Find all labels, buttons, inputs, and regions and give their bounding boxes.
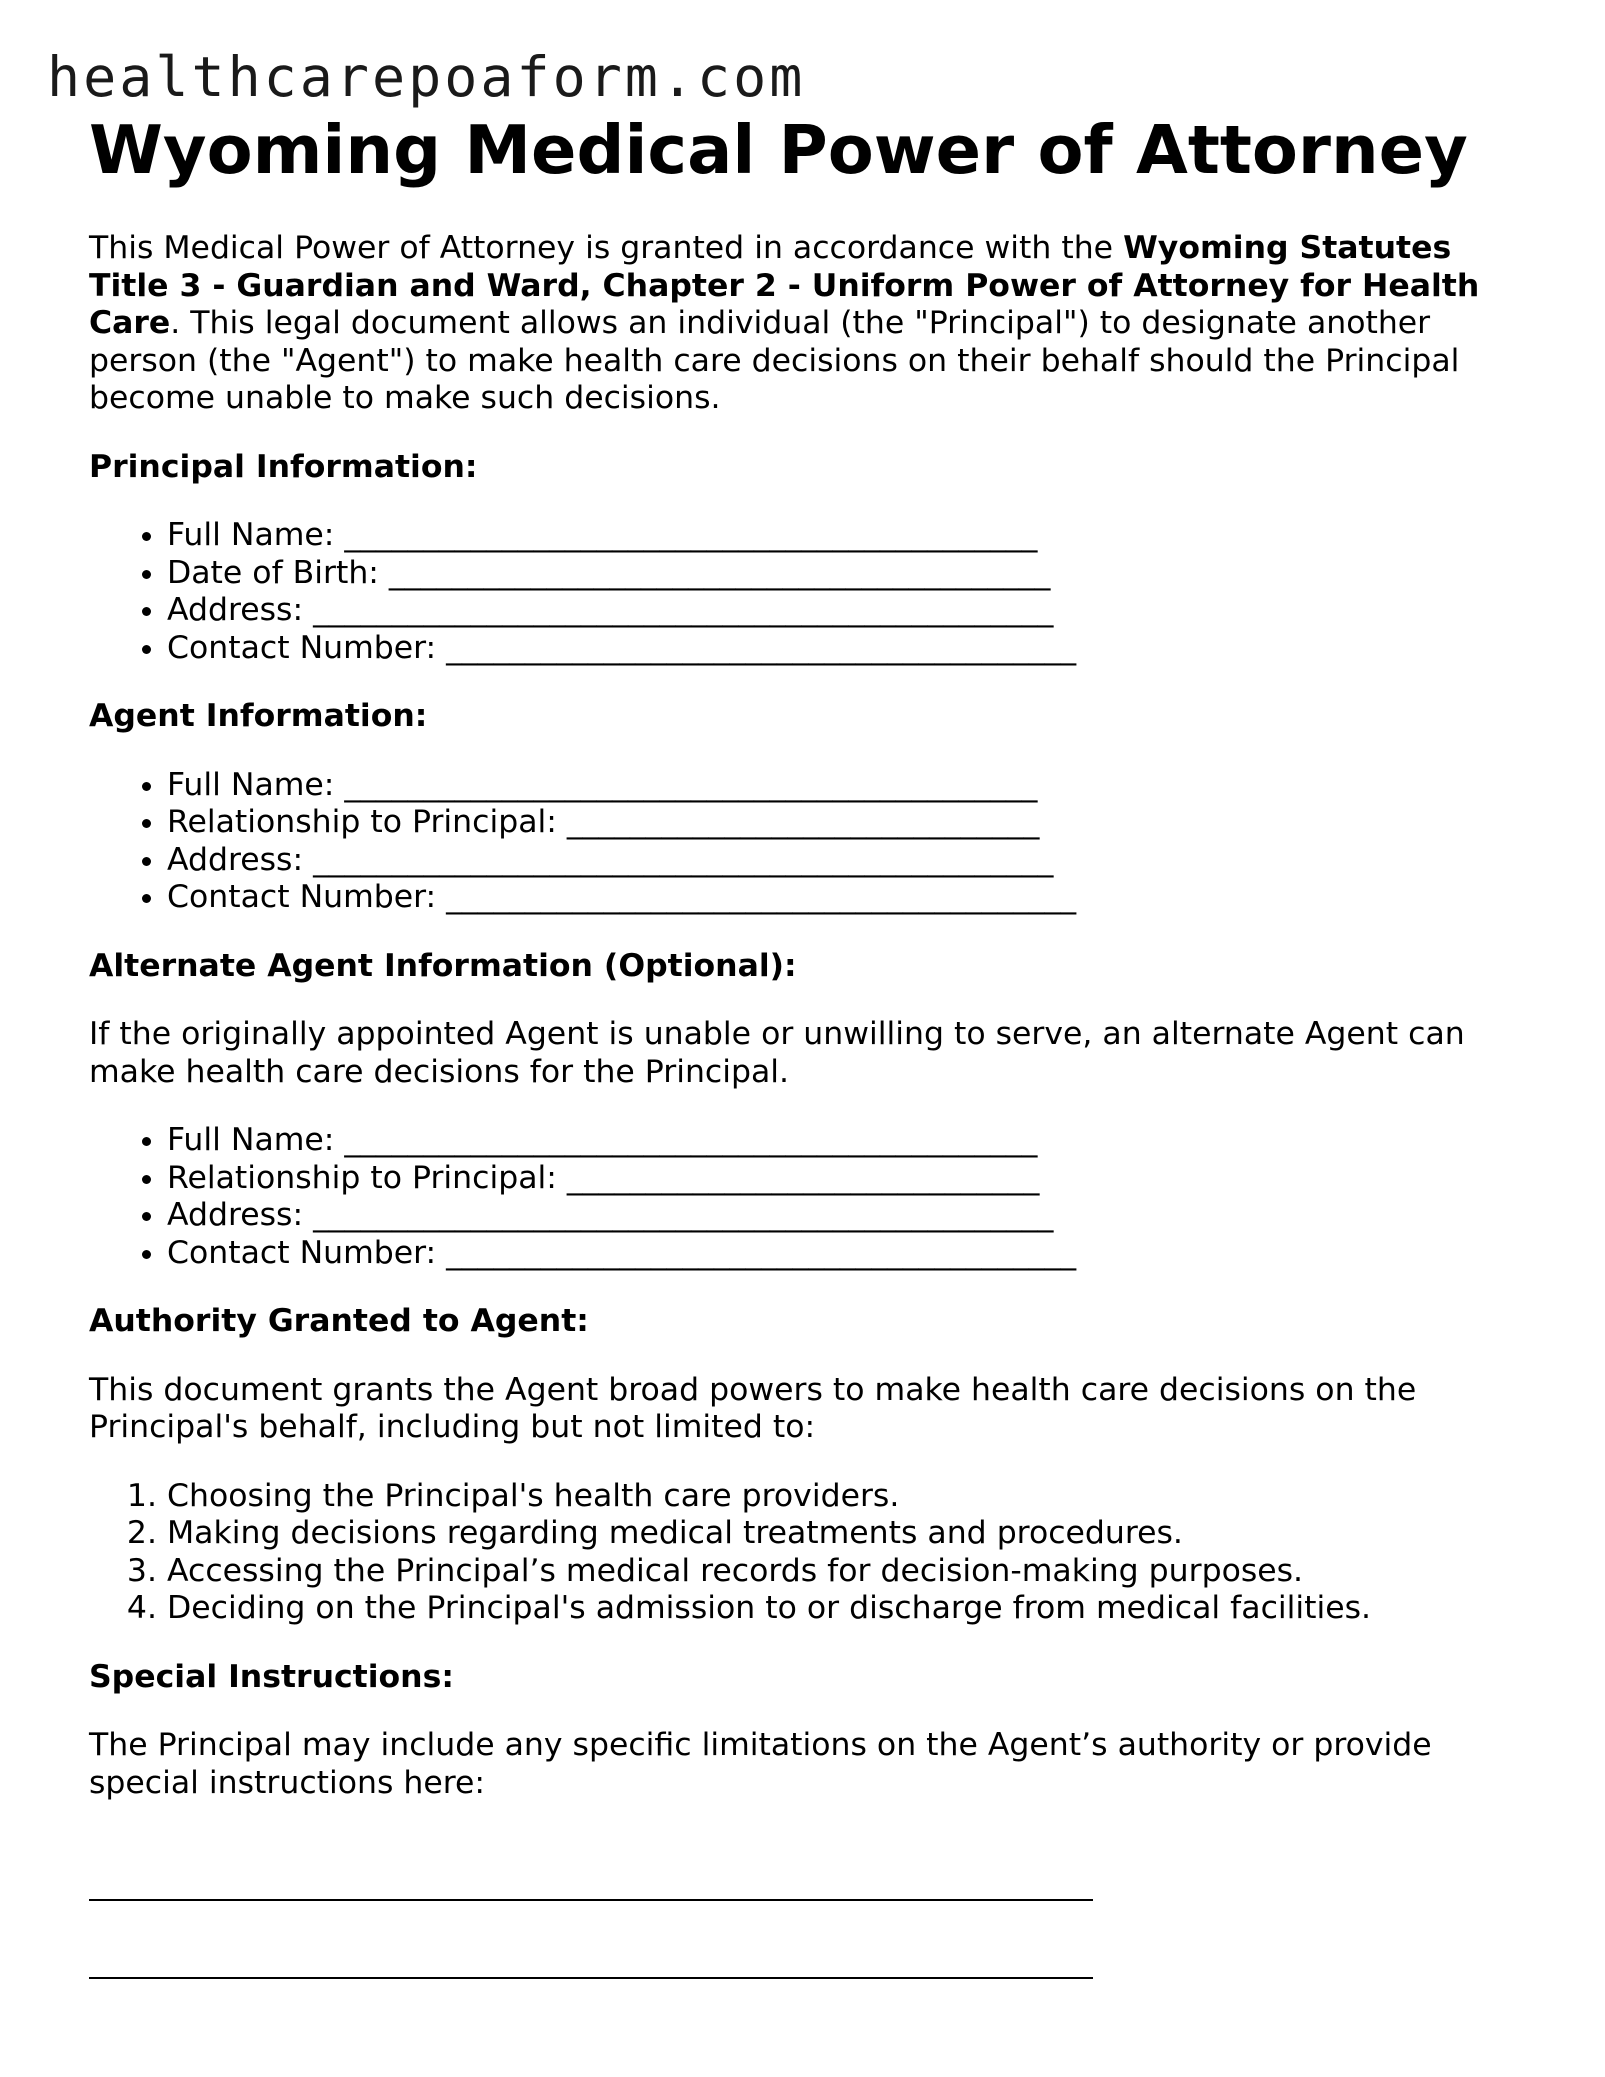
authority-heading: Authority Granted to Agent: — [89, 1303, 589, 1339]
authority-description: This document grants the Agent broad powers to make health care decisions on the Principal's behalf, including but not limited to: — [89, 1371, 1417, 1445]
alternate-address-field[interactable]: • Address: _______________________________________________ — [167, 1197, 1509, 1235]
intro-text-before: This Medical Power of Attorney is granted in accordance with the — [89, 230, 1124, 266]
document-page — [89, 110, 1509, 1979]
special-instructions-line-2[interactable] — [89, 1977, 1093, 1979]
alternate-contact-number-field[interactable]: • Contact Number: ________________________________________ — [167, 1235, 1509, 1273]
special-instructions-description: The Principal may include any specific limitations on the Agent’s authority or provide special instructions here: — [89, 1727, 1432, 1801]
agent-fields — [89, 767, 1509, 917]
authority-item: 4. Deciding on the Principal's admission to or discharge from medical facilities. — [167, 1590, 1509, 1628]
agent-full-name-field[interactable]: • Full Name: ____________________________________________ — [167, 767, 1509, 805]
principal-fields — [89, 517, 1509, 667]
principal-contact-number-field[interactable]: • Contact Number: ________________________________________ — [167, 630, 1509, 668]
alternate-agent-description: If the originally appointed Agent is unable or unwilling to serve, an alternate Agent can make health care decisions for the Principal. — [89, 1016, 1465, 1090]
alternate-relationship-field[interactable]: • Relationship to Principal: ______________________________ — [167, 1160, 1509, 1198]
intro-text-after: . This legal document allows an individual (the "Principal") to designate another person (the "Agent") to make health care decisions on their behalf should the Principal become unable to make such decisions. — [89, 305, 1460, 416]
site-watermark: healthcarepoaform.com — [47, 45, 806, 109]
intro-statute-reference: Wyoming Statutes Title 3 - Guardian and Ward, Chapter 2 - Uniform Power of Attorney for Health Care — [89, 230, 1480, 341]
agent-relationship-field[interactable]: • Relationship to Principal: ______________________________ — [167, 804, 1509, 842]
principal-address-field[interactable]: • Address: _______________________________________________ — [167, 592, 1509, 630]
principal-full-name-field[interactable]: • Full Name: ____________________________________________ — [167, 517, 1509, 555]
agent-contact-number-field[interactable]: • Contact Number: ________________________________________ — [167, 879, 1509, 917]
agent-heading: Agent Information: — [89, 698, 428, 734]
special-instructions-line-1[interactable] — [89, 1899, 1093, 1901]
principal-date-of-birth-field[interactable]: • Date of Birth: __________________________________________ — [167, 555, 1509, 593]
alternate-agent-heading: Alternate Agent Information (Optional): — [89, 947, 797, 984]
intro-paragraph — [89, 230, 1509, 418]
agent-address-field[interactable]: • Address: _______________________________________________ — [167, 842, 1509, 880]
authority-item: 3. Accessing the Principal’s medical records for decision-making purposes. — [167, 1553, 1509, 1591]
alternate-full-name-field[interactable]: • Full Name: ____________________________________________ — [167, 1122, 1509, 1160]
authority-list — [89, 1478, 1509, 1628]
authority-item: 2. Making decisions regarding medical treatments and procedures. — [167, 1515, 1509, 1553]
special-instructions-heading: Special Instructions: — [89, 1658, 454, 1695]
page-title: Wyoming Medical Power of Attorney — [89, 111, 1468, 189]
authority-item: 1. Choosing the Principal's health care providers. — [167, 1478, 1509, 1516]
alternate-agent-fields — [89, 1122, 1509, 1272]
principal-heading: Principal Information: — [89, 448, 478, 485]
